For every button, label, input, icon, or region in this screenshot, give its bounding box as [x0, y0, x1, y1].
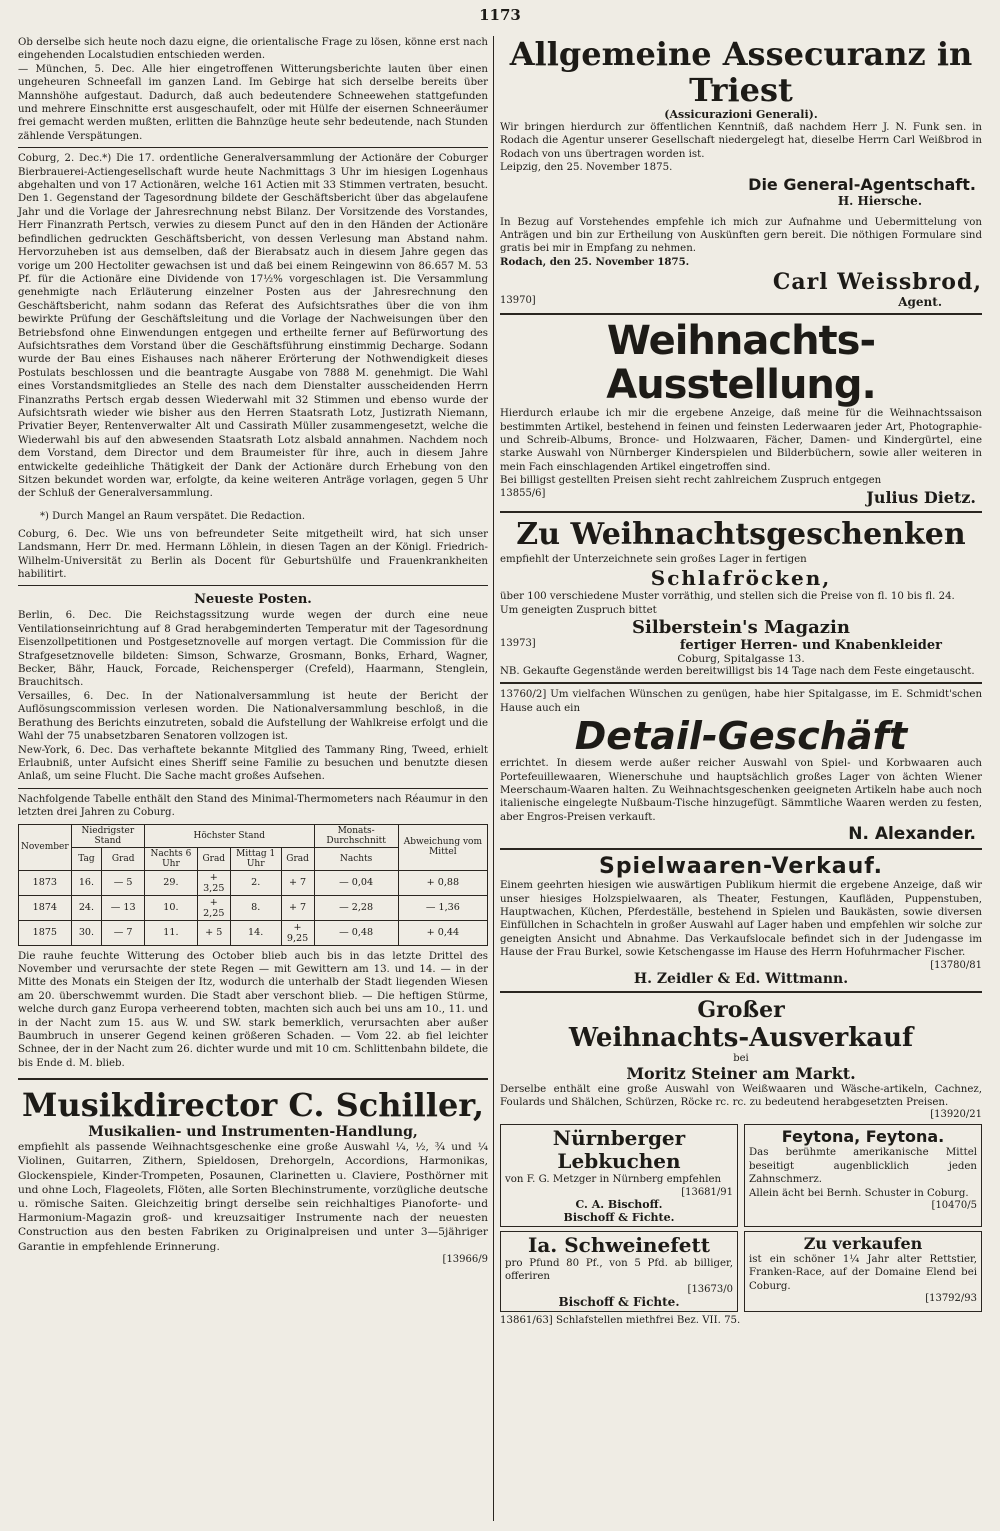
ad-schiller-title: Musikdirector C. Schiller, [22, 1086, 484, 1125]
divider [500, 682, 982, 684]
cell: — 13 [102, 895, 145, 920]
ad-feytona-body2: Allein ächt bei Bernh. Schuster in Coburg. [749, 1187, 969, 1199]
ad-spielwaaren-body: Einem geehrten hiesigen wie auswärtigen Publikum hiermit die ergebene Anzeige, daß wir unser hiesiges Holzspielwaaren, als Theater, Festungen, Kaufläden, Puppenstuben, Hauptwachen, Küchen, Pferdeställe, bestehend in Spielen und Baukästen, sowie diversen Einfüllchen in Schachteln in großer Auswahl auf Lager haben und empfehlen wir solche zur geneigten Ansicht und Abnahme. Das Verkaufslocale befindet sich in der Judengasse im Hause der Frau Burkel, sowie Ketschengasse im Hause des Herrn Hofuhrmacher Fischer. [500, 880, 982, 959]
ad-detail-body: errichtet. In diesem werde außer reicher Auswahl von Spiel- und Korbwaaren auch Portefeuillewaaren, Wienerschuhe und hauptsächlich großes Lager von ächten Wiener Meerschaum-Waaren halten. Zu Weihnachtsgeschenken geeigneten Artikeln habe auch noch italienische eingelegte Nußbaum-Tische hinzugefügt. Sämmtliche Waaren werden zu festen, aber Engros-Preisen verkauft. [500, 758, 982, 823]
page-number: 1173 [479, 6, 521, 24]
small-ads-row-2 [500, 1231, 982, 1312]
news-heading: Neueste Posten. [194, 592, 312, 608]
table-row [19, 870, 488, 895]
ad-detail-intro: 13760/2] Um vielfachen Wünschen zu genügen, habe hier Spitalgasse, im E. Schmidt'schen Hause auch ein [500, 689, 982, 714]
cell: + 3,25 [197, 870, 230, 895]
cell: 29. [145, 870, 198, 895]
col-header-grad: Grad [281, 847, 314, 870]
ad-silberstein-name: Silberstein's Magazin [632, 616, 850, 638]
column-rule [493, 36, 494, 1521]
ad-verkaufen-title: Zu verkaufen [803, 1233, 923, 1253]
ad-weihnachtsgeschenke-body: empfiehlt der Unterzeichnete sein großes Lager in fertigen [500, 553, 807, 565]
col-header-monthly: Monats-Durchschnitt [314, 824, 398, 847]
cell: — 1,36 [398, 895, 487, 920]
ad-ausverkauf-title1: Großer [697, 996, 785, 1023]
ad-dietz-ref: 13855/6] [500, 487, 546, 499]
cell: 14. [230, 920, 281, 945]
cell: + 0,44 [398, 920, 487, 945]
ad-assecuranz-title: Allgemeine Assecuranz in Triest [509, 35, 973, 109]
ad-silberstein-address: Coburg, Spitalgasse 13. [677, 652, 805, 665]
ad-schiller-ref: [13966/9 [442, 1253, 488, 1265]
ad-verkaufen-body: ist ein schöner 1¼ Jahr alter Rettstier, Franken-Race, auf der Domaine Elend bei Coburg. [749, 1253, 977, 1292]
divider [18, 788, 488, 789]
ad-ausverkauf-bei: bei [733, 1052, 749, 1064]
cell: 30. [71, 920, 102, 945]
ad-lebkuchen-body: von F. G. Metzger in Nürnberg empfehlen [505, 1174, 722, 1186]
footnote: *) Durch Mangel an Raum verspätet. Die Redaction. [40, 510, 306, 522]
cell: — 0,04 [314, 870, 398, 895]
cell: 10. [145, 895, 198, 920]
ad-weissbrod-role: Agent. [898, 295, 942, 310]
ad-weissbrod-name: Carl Weissbrod, [772, 269, 982, 296]
ad-assecuranz-subtitle: (Assicurazioni Generali). [664, 108, 818, 121]
ad-schweinefett-body: pro Pfund 80 Pf., von 5 Pfd. ab billiger, offeriren [505, 1257, 733, 1283]
divider [18, 1078, 488, 1080]
divider [500, 991, 982, 993]
divider [500, 313, 982, 315]
ad-lebkuchen [500, 1124, 738, 1226]
ad-weihnachtsgeschenke-body2: über 100 verschiedene Muster vorräthig, und stellen sich die Preise von fl. 10 bis fl. 24. [500, 591, 955, 603]
col-header-nachts2: Nachts [314, 847, 398, 870]
cell: 24. [71, 895, 102, 920]
article-muenchen: — München, 5. Dec. Alle hier eingetroffenen Witterungsberichte lauten über einen ungeheuren Schneefall im ganzen Land. Im Gebirge hat sich derselbe bereits über Mannshöhe aufgestaut. Dadurch, daß auch bedeutendere Schneewehen stattgefunden und mehrere Einschnitte erst ausgeschaufelt, oder mit Hülfe der eisernen Schneeräumer frei gemacht werden mußten, erlitten die Bahnzüge heute sehr bedeutende, nach Stunden zählende Verspätungen. [18, 63, 488, 142]
article-coburg-generalversammlung: Coburg, 2. Dec.*) Die 17. ordentliche Generalversammlung der Actionäre der Coburger Bierbrauerei-Actiengesellschaft wurde heute Nachmittags 3 Uhr im hiesigen Logenhaus abgehalten und von 17 Actionären, welche 161 Actien mit 33 Stimmen vertraten, besucht. Den 1. Gegenstand der Tagesordnung bildete der Geschäftsbericht über das abgelaufene Jahr und die Vorlage der Jahresrechnung nebst Bilanz. Der Vorsitzende des Vorstandes, Herr Finanzrath Pertsch, verwies zu diesem Punct auf den in den Händen der Actionäre befindlichen gedruckten Geschäftsbericht, von dessen Verlesung man Abstand nahm. Hervorzuheben ist aus demselben, daß der Bierabsatz auch in diesem Jahre gegen das vorige um 200 Hectoliter gewachsen ist und daß bei einem Reingewinn von 86.657 M. 53 Pf. für die Actionäre eine Dividende von 17½% vorgeschlagen ist. Die Versammlung genehmigte nach Erläuterung einzelner Posten aus der Jahresrechnung den Geschäftsbericht, nahm sodann das Referat des Aufsichtsrathes über die von ihm bewirkte Prüfung der Geschäftsleitung und die Vorlage der Nachweisungen über den Betriebsfond ohne Einwendungen entgegen und ertheilte ferner auf Befürwortung des Aufsichtsrathes dem Vorstand über die Geschäftsführung einstimmig Decharge. Sodann wurde der Bau eines Eishauses nach näherer Erörterung der Nothwendigkeit dieses Postulats beschlossen und die beantragte Ausgabe von 7888 M. genehmigt. Die Wahl eines Vorstandsmitgliedes an Stelle des nach dem Dienstalter ausscheidenden Herrn Finanzraths Pertsch ergab dessen Wiederwahl mit 32 Stimmen und ebenso wurde der Aufsichtsrath wieder wie bisher aus den Herren Staatsrath Lotz, Justizrath Niemann, Privatier Beyer, Rentenverwalter Alt und Cassirath Müller zusammengesetzt, welche die Wiederwahl bis auf den abwesenden Staatsrath Lotz alsbald annahmen. Nachdem noch dem Vorstand, dem Director und dem Braumeister für ihre, auch in diesem Jahre entwickelte gedeihliche Thätigkeit der Dank der Actionäre durch Erhebung von den Sitzen bekundet worden war, erfolgte, da keine weiteren Anträge vorlagen, gegen 5 Uhr der Schluß der Generalversammlung. [18, 153, 488, 500]
col-header-lowest: Niedrigster Stand [71, 824, 144, 847]
ad-feytona [744, 1124, 982, 1226]
ad-assecuranz-signature2: H. Hiersche. [837, 193, 922, 208]
ad-weissbrod-date: Rodach, den 25. November 1875. [500, 255, 690, 268]
ad-feytona-title: Feytona, Feytona. [781, 1127, 945, 1147]
col-header-november: November [19, 824, 72, 870]
ad-spielwaaren-ref: [13780/81 [930, 959, 982, 971]
ad-ausverkauf-title2: Weihnachts-Ausverkauf [568, 1022, 914, 1053]
divider [18, 585, 488, 586]
cell: 11. [145, 920, 198, 945]
ad-weihnachtsgeschenke-body3: Um geneigten Zuspruch bittet [500, 604, 657, 616]
ad-feytona-ref: [10470/5 [931, 1200, 977, 1212]
news-newyork: New-York, 6. Dec. Das verhaftete bekannte Mitglied des Tammany Ring, Tweed, erhielt Erlaubniß, unter Aufsicht eines Sheriff seine Familie zu besuchen und benutzte diesen Anlaß, um seine Flucht. Die Sache macht großes Aufsehen. [18, 744, 488, 783]
divider [500, 848, 982, 850]
cell: 2. [230, 870, 281, 895]
ad-schlafroecke: Schlafröcken, [650, 566, 832, 591]
article-coburg-loehlein: Coburg, 6. Dec. Wie uns von befreundeter Seite mitgetheilt wird, hat sich unser Landsmann, Herr Dr. med. Hermann Löhlein, in diesen Tagen an der Königl. Friedrich-Wilhelm-Universität zu Berlin als Docent für Geburtshülfe und Frauenkrankheiten habilitirt. [18, 528, 488, 581]
ad-lebkuchen-ref: [13681/91 [681, 1186, 733, 1198]
cell: — 7 [102, 920, 145, 945]
col-header-deviation: Abweichung vom Mittel [398, 824, 487, 870]
ad-ausverkauf-ref: [13920/21 [930, 1109, 982, 1121]
col-header-mittag: Mittag 1 Uhr [230, 847, 281, 870]
col-header-highest: Höchster Stand [145, 824, 314, 847]
cell: 8. [230, 895, 281, 920]
ad-schweinefett-name: Bischoff & Fichte. [558, 1294, 680, 1309]
cell: + 2,25 [197, 895, 230, 920]
ad-feytona-body: Das berühmte amerikanische Mittel beseitigt augenblicklich jeden Zahnschmerz. [749, 1147, 977, 1186]
thermometer-table [18, 824, 488, 946]
table-row [19, 895, 488, 920]
ad-weissbrod-body: In Bezug auf Vorstehendes empfehle ich mich zur Aufnahme und Uebermittelung von Anträgen und bin zur Ertheilung von Auskünften gern bereit. Die nöthigen Formulare sind gratis bei mir in Empfang zu nehmen. [500, 216, 982, 255]
ad-assecuranz-signature: Die General-Agentschaft. [748, 174, 976, 194]
news-versailles: Versailles, 6. Dec. In der Nationalversammlung ist heute der Bericht der Auflösungscommission verlesen worden. Die Nationalversammlung beschloß, in die Berathung des Berichts einzutreten, sobald die Aufstellung der Wahlkreise erfolgt und die Wahl der 75 unabsetzbaren Senatoren vollzogen ist. [18, 690, 488, 743]
ad-verkaufen [744, 1231, 982, 1312]
ad-schweinefett [500, 1231, 738, 1312]
ad-weihnachts-ausstellung-body2: Bei billigst gestellten Preisen sieht recht zahlreichem Zuspruch entgegen [500, 475, 882, 487]
table-row [19, 920, 488, 945]
weather-report: Die rauhe feuchte Witterung des October blieb auch bis in das letzte Drittel des November und verursachte der stete Regen — mit Gewittern am 13. und 14. — in der Mitte des Monats ein Steigen der Itz, wodurch die unterhalb der Stadt liegenden Wiesen am 20. überschwemmt wurden. Die Stadt aber verschont blieb. — Die heftigen Stürme, welche durch ganz Europa verheerend tobten, machten sich auch bei uns am 10., 11. und in der Nacht zum 15. aus W. und SW. stark bemerklich, verursachten aber außer Baumbruch in unserer Gegend keinen größeren Schaden. — Vom 22. ab fiel leichter Schnee, der in der Nacht zum 26. dichter wurde und mit 10 cm. Schlittenbahn bildete, die bis Ende d. M. blieb. [18, 950, 488, 1069]
cell: + 0,88 [398, 870, 487, 895]
cell: + 9,25 [281, 920, 314, 945]
cell: — 5 [102, 870, 145, 895]
col-header-tag: Tag [71, 847, 102, 870]
cell: — 2,28 [314, 895, 398, 920]
ad-silberstein-line2: fertiger Herren- und Knabenkleider [679, 637, 942, 653]
cell-year: 1875 [19, 920, 72, 945]
cell: — 0,48 [314, 920, 398, 945]
col-header-grad: Grad [197, 847, 230, 870]
ad-weihnachts-ausstellung-title: Weihnachts-Ausstellung. [606, 318, 876, 409]
col-header-grad: Grad [102, 847, 145, 870]
ad-weihnachtsgeschenke-title: Zu Weihnachtsgeschenken [516, 516, 966, 552]
ad-spielwaaren-title: Spielwaaren-Verkauf. [598, 854, 884, 880]
ad-silberstein-ref: 13973] [500, 637, 536, 649]
cell: + 5 [197, 920, 230, 945]
ad-schiller-body: empfiehlt als passende Weihnachtsgeschenke eine große Auswahl ¼, ½, ¾ und ¼ Violinen, Guitarren, Zithern, Spieldosen, Drehorgeln, Accordions, Harmonikas, Glockenspiele, Kinder-Trompeten, Posaunen, Clarinetten u. Claviere, Posthörner mit und ohne Loch, Flageolets, Flöten, alle Sorten Blechinstrumente, vorzügliche deutsche u. römische Saiten. Gleichzeitig bringt derselbe sein reichhaltiges Pianoforte- und Harmonium-Magazin groß- und kreuzsaitiger Instrumente nach der neuesten Construction aus den besten Fabriken zu Originalpreisen und unter 3—5jähriger Garantie in empfehlende Erinnerung. [18, 1141, 488, 1253]
left-column [18, 36, 488, 1521]
ad-lebkuchen-name2: Bischoff & Fichte. [563, 1210, 675, 1224]
divider [500, 511, 982, 513]
article-orient: Ob derselbe sich heute noch dazu eigne, die orientalische Frage zu lösen, könne erst nach eingehenden Localstudien entschieden werden. [18, 37, 488, 62]
ad-schlafstellen: 13861/63] Schlafstellen miethfrei Bez. VII. 75. [500, 1314, 741, 1326]
divider [18, 147, 488, 148]
cell: + 7 [281, 895, 314, 920]
cell-year: 1874 [19, 895, 72, 920]
cell: + 7 [281, 870, 314, 895]
col-header-nachts: Nachts 6 Uhr [145, 847, 198, 870]
ad-schiller-subtitle: Musikalien- und Instrumenten-Handlung, [88, 1124, 418, 1141]
ad-lebkuchen-name1: C. A. Bischoff. [575, 1197, 663, 1211]
ad-silberstein-nb: NB. Gekaufte Gegenstände werden bereitwilligst bis 14 Tage nach dem Feste eingetauscht. [500, 665, 975, 677]
ad-ausverkauf-name: Moritz Steiner am Markt. [626, 1063, 856, 1083]
ad-weihnachts-ausstellung-body: Hierdurch erlaube ich mir die ergebene Anzeige, daß meine für die Weihnachtssaison bestimmten Artikel, bestehend in feinen und feinsten Lederwaaren jeder Art, Photographie- und Schreib-Albums, Bronce- und Holzwaaren, Fächer, Damen- und Kindergürtel, eine starke Auswahl von Nürnberger Kinderspielen und Bilderbüchern, sowie aller weiteren in mein Fach einschlagenden Artikel eingetroffen sind. [500, 408, 982, 473]
ad-schweinefett-ref: [13673/0 [687, 1283, 733, 1295]
thermometer-intro: Nachfolgende Tabelle enthält den Stand des Minimal-Thermometers nach Réaumur in den letzten drei Jahren zu Coburg. [18, 793, 488, 819]
cell: 16. [71, 870, 102, 895]
ad-assecuranz-body: Wir bringen hierdurch zur öffentlichen Kenntniß, daß nachdem Herr J. N. Funk sen. in Rodach die Agentur unserer Gesellschaft niedergelegt hat, dieselbe Herrn Carl Weißbrod in Rodach von uns übertragen worden ist. [500, 122, 982, 160]
ad-lebkuchen-title: Nürnberger Lebkuchen [552, 1126, 686, 1174]
ad-alexander-name: N. Alexander. [848, 824, 976, 845]
ad-weissbrod-ref: 13970] [500, 295, 536, 307]
ad-assecuranz-date: Leipzig, den 25. November 1875. [500, 162, 673, 174]
small-ads-row [500, 1124, 982, 1226]
cell-year: 1873 [19, 870, 72, 895]
ad-schweinefett-title: Ia. Schweinefett [527, 1232, 710, 1257]
news-berlin: Berlin, 6. Dec. Die Reichstagssitzung wurde wegen der durch eine neue Ventilationseinrichtung auf 8 Grad herabgeminderten Temperatur mit der Tagesordnung Eisenzollpetitionen und Postgesetznovelle auf morgen vertagt. Die Commission für die Strafgesetznovelle bildeten: Simson, Schwarze, Grosmann, Bonks, Erhard, Wagner, Becker, Bähr, Hauck, Forcade, Reichensperger (Crefeld), Haarmann, Stenglein, Brauchitsch. [18, 610, 488, 689]
ad-dietz-name: Julius Dietz. [866, 487, 976, 507]
right-column [500, 36, 982, 1521]
ad-detail-title: Detail-Geschäft [574, 714, 908, 759]
ad-ausverkauf-body: Derselbe enthält eine große Auswahl von Weißwaaren und Wäsche-artikeln, Cachnez, Foulards und Shälchen, Schürzen, Röcke rc. rc. zu bedeutend herabgesetzten Preisen. [500, 1083, 982, 1108]
ad-verkaufen-ref: [13792/93 [925, 1293, 977, 1305]
ad-spielwaaren-name: H. Zeidler & Ed. Wittmann. [633, 970, 849, 987]
